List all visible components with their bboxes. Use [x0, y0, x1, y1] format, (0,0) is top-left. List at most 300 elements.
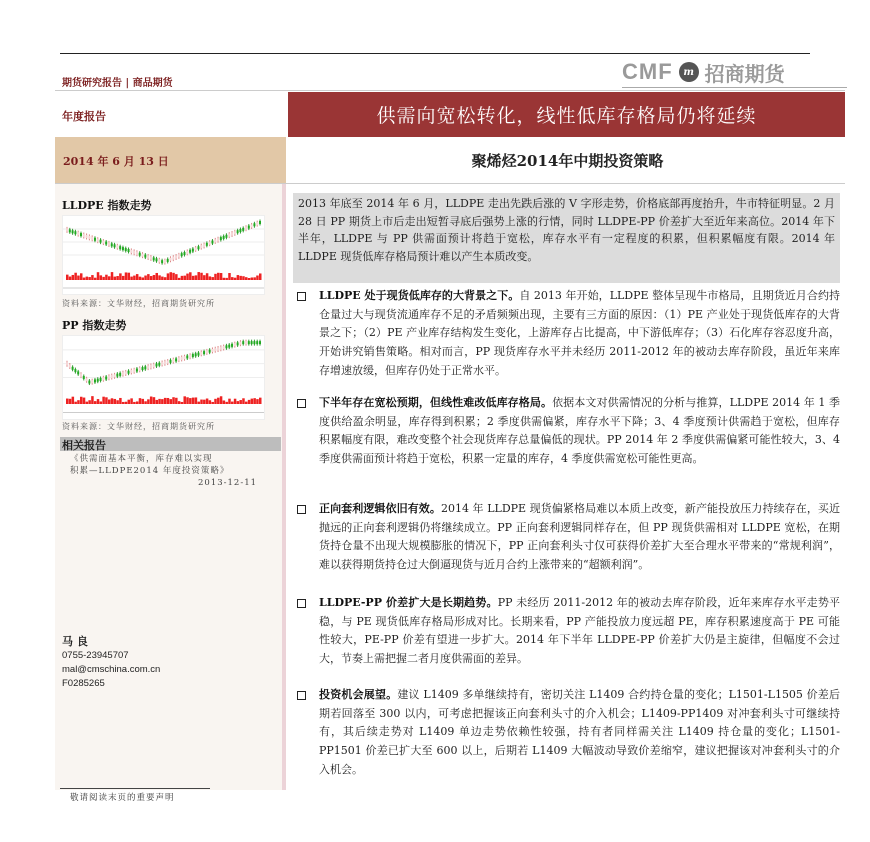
volume-bar	[192, 398, 195, 404]
volume-bar	[178, 401, 181, 404]
candle	[158, 259, 160, 262]
candle	[206, 243, 208, 246]
volume-bar	[122, 402, 125, 404]
volume-bar	[86, 277, 89, 280]
report-type: 年度报告	[62, 110, 106, 123]
candle	[209, 242, 211, 245]
candle	[86, 378, 88, 381]
candle	[100, 240, 102, 243]
candle	[164, 361, 166, 364]
volume-bar	[153, 397, 156, 404]
logo-underline	[622, 87, 847, 88]
candle	[105, 242, 107, 245]
candle	[256, 341, 258, 344]
candle	[172, 359, 174, 362]
candle	[203, 244, 205, 247]
candle	[259, 341, 261, 344]
volume-bar	[161, 399, 164, 404]
candle	[114, 244, 116, 247]
candle	[119, 246, 121, 249]
candle	[248, 226, 250, 229]
volume-bar	[130, 398, 133, 404]
candle	[88, 236, 90, 239]
bullet-body: 依据本文对供需情况的分析与推算，LLDPE 2014 年 1 季度供给盈余明显，库存得到积累；2 季度供需偏紧，库存水平下降；3、4 季度预计供需趋于宽松，但库存积累幅度有限，难改变整个社会现货库存总量偏低的现状。PP 2014 年 2 季度供需偏紧可能性较大，3、4 季度供需面预计将趋于宽松，积累一定量的库存，4 季度供需宽松可能性更高。	[319, 396, 840, 466]
volume-bar	[197, 402, 200, 404]
candle	[83, 376, 85, 379]
volume-bar	[228, 399, 231, 404]
candle	[144, 255, 146, 258]
volume-bar	[116, 400, 119, 404]
candle	[234, 231, 236, 234]
candle	[139, 368, 141, 371]
volume-bar	[217, 398, 220, 404]
bullet-body: 2014 年 LLDPE 现货偏紧格局难以本质上改变，新产能投放压力持续存在，买近抛远的正向套利逻辑仍将继续成立。PP 正向套利逻辑同样存在，但 PP 现货供需相对 LLDPE 宽松，在期货持仓量不出现大规模膨胀的情况下，PP 正向套利头寸仅可获得价差扩大至合理水平带来的“常规利润”，难以获得期货持仓过大倒逼现货与近月合约上涨带来的“超额利润”。	[319, 502, 841, 572]
headline-banner: 供需向宽松转化，线性低库存格局仍将延续	[288, 92, 845, 137]
author-license: F0285265	[62, 678, 105, 689]
candle	[192, 354, 194, 357]
volume-bar	[86, 402, 89, 404]
volume-bar	[72, 397, 75, 404]
logo-en: CMF	[622, 59, 673, 84]
volume-bar	[186, 397, 189, 404]
candle	[225, 345, 227, 348]
candle	[136, 369, 138, 372]
candle	[183, 356, 185, 359]
volume-bar	[181, 276, 184, 280]
volume-bar	[80, 273, 83, 280]
volume-bar	[150, 397, 153, 404]
candle	[256, 222, 258, 225]
candle	[231, 232, 233, 235]
candle	[248, 341, 250, 344]
pp-chart-title: PP 指数走势	[62, 319, 127, 332]
volume-bar	[69, 277, 72, 280]
volume-bar	[119, 398, 122, 404]
candle	[66, 362, 68, 365]
candle	[251, 224, 253, 227]
volume-bar	[256, 276, 259, 280]
candle	[130, 250, 132, 253]
candle	[220, 237, 222, 240]
volume-bar	[169, 399, 172, 404]
volume-bar	[214, 274, 217, 280]
author-email[interactable]: mal@cmschina.com.cn	[62, 664, 161, 675]
volume-bar	[186, 274, 189, 280]
candle	[220, 347, 222, 350]
bullet-title: 正向套利逻辑依旧有效。	[319, 502, 441, 515]
candle	[77, 371, 79, 374]
candle	[189, 250, 191, 253]
candle	[203, 351, 205, 354]
candle	[150, 256, 152, 259]
volume-bar	[111, 398, 114, 404]
candle	[114, 374, 116, 377]
candle	[72, 367, 74, 370]
checkbox-bullet-icon	[297, 399, 306, 408]
volume-bar	[74, 402, 77, 404]
bullet-title: LLDPE-PP 价差扩大是长期趋势。	[319, 596, 498, 609]
volume-bar	[77, 400, 80, 404]
volume-bar	[211, 402, 214, 404]
report-date: 2014 年 6 月 13 日	[63, 155, 169, 168]
candle	[186, 251, 188, 254]
bullet-point	[297, 500, 840, 575]
volume-bar	[97, 272, 100, 280]
volume-bar	[189, 272, 192, 280]
volume-bar	[206, 273, 209, 280]
volume-bar	[114, 277, 117, 280]
candle	[108, 242, 110, 245]
volume-bar	[172, 397, 175, 404]
volume-bar	[189, 398, 192, 404]
bullet-body: 建议 L1409 多单继续持有，密切关注 L1409 合约持仓量的变化；L1501-L1505 价差后期若回落至 300 以内，可考虑把握该正向套利头寸的介入机会；L1409-PP1409 对冲套利头寸可继续持有，其后续走势对 L1409 单边走势依赖性较强，持有者同样需关注 L1409 持仓量的变化；L1501-PP1501 价差已扩大至 600 以上，后期若 L1409 大幅波动导致价差缩窄，建议把握该对冲套利头寸的介入机会。	[319, 688, 840, 776]
candle	[172, 257, 174, 260]
candle	[94, 379, 96, 382]
volume-bar	[203, 400, 206, 404]
volume-bar	[181, 402, 184, 404]
volume-bar	[183, 276, 186, 280]
candle	[206, 350, 208, 353]
volume-bar	[147, 274, 150, 280]
candle	[195, 353, 197, 356]
candle	[195, 247, 197, 250]
candle	[86, 235, 88, 238]
candle	[153, 257, 155, 260]
volume-bar	[211, 277, 214, 280]
volume-bar	[256, 399, 259, 404]
candle	[97, 239, 99, 242]
candle	[80, 233, 82, 236]
volume-bar	[136, 401, 139, 404]
volume-bar	[69, 399, 72, 404]
footer-rule	[60, 788, 210, 789]
related-report-link-cont[interactable]: 积累—LLDPE2014 年度投资策略》	[70, 466, 230, 476]
candle	[239, 229, 241, 232]
volume-bar	[223, 278, 226, 280]
volume-bar	[94, 401, 97, 404]
volume-bar	[167, 398, 170, 404]
checkbox-bullet-icon	[297, 599, 306, 608]
company-logo	[622, 58, 785, 86]
volume-bar	[130, 277, 133, 280]
candle	[125, 371, 127, 374]
checkbox-bullet-icon	[297, 505, 306, 514]
volume-bar	[88, 277, 91, 280]
candle	[88, 381, 90, 384]
volume-bar	[259, 273, 262, 280]
bullet-point	[297, 394, 840, 469]
pp-index-chart	[62, 335, 265, 420]
volume-bar	[158, 399, 161, 404]
candle	[209, 350, 211, 353]
candle	[211, 241, 213, 244]
volume-bar	[209, 400, 212, 404]
candle	[239, 342, 241, 345]
candle	[69, 229, 71, 232]
candle	[200, 245, 202, 248]
candle	[253, 341, 255, 344]
bullet-point	[297, 594, 840, 669]
candle	[192, 249, 194, 252]
candle	[234, 343, 236, 346]
candle	[161, 260, 163, 263]
candle	[217, 238, 219, 241]
checkbox-bullet-icon	[297, 691, 306, 700]
volume-bar	[209, 276, 212, 280]
candle	[128, 371, 130, 374]
bullet-point	[297, 287, 840, 381]
bullet-body: PP 未经历 2011-2012 年的被动去库存阶段，近年来库存水平走势平稳，与 PE 现货低库存格局形成对比。长期来看，PP 产能投放力度远超 PE，库存积累速度高于 PE 可能性较大，PE-PP 价差有望进一步扩大。2014 年下半年 LLDPE-PP 价差扩大仍是主旋律，但幅度不会过大，节奏上需把握二者月度供需面的差异。	[319, 596, 840, 666]
candle	[108, 376, 110, 379]
lldpe-index-chart	[62, 215, 265, 295]
volume-bar	[169, 272, 172, 280]
candle	[228, 345, 230, 348]
volume-bar	[147, 399, 150, 404]
volume-bar	[102, 397, 105, 404]
volume-bar	[237, 401, 240, 404]
volume-bar	[108, 400, 111, 404]
candle	[156, 258, 158, 261]
volume-bar	[228, 273, 231, 280]
chart-source: 资料来源：文华财经，招商期货研究所	[62, 299, 215, 308]
volume-bar	[164, 277, 167, 280]
volume-bar	[133, 276, 136, 280]
candle	[102, 377, 104, 380]
footer-disclaimer: 敬请阅读末页的重要声明	[70, 793, 175, 803]
volume-bar	[66, 399, 69, 404]
candle	[130, 370, 132, 373]
volume-bar	[125, 402, 128, 404]
candle	[97, 379, 99, 382]
volume-bar	[245, 277, 248, 280]
volume-bar	[220, 396, 223, 404]
candle	[72, 230, 74, 233]
volume-bar	[144, 276, 147, 280]
candle	[164, 260, 166, 263]
volume-bar	[105, 275, 108, 280]
candle	[133, 369, 135, 372]
volume-bar	[167, 273, 170, 280]
volume-bar	[111, 272, 114, 280]
chart-source: 资料来源：文华财经，招商期货研究所	[62, 422, 215, 431]
candle	[223, 236, 225, 239]
related-report-link[interactable]: 《供需面基本平衡，库存难以实现	[70, 454, 213, 464]
candle	[228, 234, 230, 237]
candle	[242, 341, 244, 344]
volume-bar	[156, 400, 159, 404]
volume-bar	[220, 273, 223, 280]
volume-bar	[144, 401, 147, 404]
volume-bar	[153, 275, 156, 280]
volume-bar	[133, 402, 136, 404]
volume-bar	[122, 276, 125, 280]
volume-bar	[251, 277, 254, 280]
volume-bar	[97, 399, 100, 404]
candle	[245, 341, 247, 344]
candle	[231, 344, 233, 347]
candle	[175, 358, 177, 361]
volume-bar	[206, 399, 209, 404]
volume-bar	[242, 276, 245, 280]
volume-bar	[128, 273, 130, 280]
volume-bar	[125, 272, 128, 280]
volume-bar	[259, 398, 262, 404]
candle	[125, 248, 127, 251]
candle	[133, 251, 135, 254]
volume-bar	[248, 278, 251, 280]
candle	[169, 258, 171, 261]
volume-bar	[116, 276, 119, 280]
volume-bar	[91, 396, 94, 404]
bullet-title: LLDPE 处于现货低库存的大背景之下。	[319, 289, 520, 302]
candle	[181, 357, 183, 360]
volume-bar	[251, 399, 254, 404]
volume-bar	[239, 276, 242, 280]
volume-bar	[217, 273, 220, 280]
volume-bar	[74, 273, 77, 280]
candle	[237, 342, 239, 345]
candle	[223, 346, 225, 349]
candle	[111, 243, 113, 246]
candle	[69, 365, 71, 368]
candle	[147, 366, 149, 369]
volume-bar	[136, 274, 139, 280]
volume-bar	[175, 274, 178, 280]
volume-bar	[83, 278, 86, 280]
volume-bar	[119, 273, 122, 280]
volume-bar	[195, 397, 198, 404]
volume-bar	[80, 397, 83, 404]
candle	[178, 254, 180, 257]
candle	[66, 228, 68, 231]
candle	[186, 355, 188, 358]
volume-bar	[100, 401, 103, 404]
bullet-title: 下半年存在宽松预期，但线性难改低库存格局。	[319, 396, 553, 409]
volume-bar	[178, 278, 181, 280]
candle	[77, 232, 79, 235]
candle	[175, 255, 177, 258]
candle	[74, 231, 76, 234]
candle	[225, 235, 227, 238]
candle	[183, 252, 185, 255]
volume-bar	[150, 276, 153, 280]
candle	[259, 221, 261, 224]
candle	[116, 374, 118, 377]
volume-bar	[108, 276, 111, 280]
volume-bar	[225, 402, 228, 404]
candle	[197, 246, 199, 249]
candle	[169, 360, 171, 363]
volume-bar	[239, 400, 242, 404]
volume-bar	[234, 399, 237, 404]
volume-bar	[192, 276, 195, 280]
checkbox-bullet-icon	[297, 292, 306, 301]
candle	[189, 355, 191, 358]
candle	[167, 259, 169, 262]
logo-cn: 招商期货	[704, 61, 785, 86]
volume-bar	[200, 273, 203, 280]
candle	[161, 362, 163, 365]
candle	[94, 238, 96, 241]
candle	[156, 363, 158, 366]
volume-bar	[242, 398, 245, 404]
candle	[80, 374, 82, 377]
volume-bar	[156, 273, 159, 280]
volume-bar	[237, 275, 240, 280]
candle	[150, 365, 152, 368]
volume-bar	[172, 273, 175, 280]
lldpe-chart-title: LLDPE 指数走势	[62, 199, 152, 212]
related-reports-heading: 相关报告	[60, 437, 281, 451]
candle	[139, 253, 141, 256]
volume-bar	[105, 397, 108, 404]
candle	[237, 230, 239, 233]
candle	[178, 358, 180, 361]
candle	[111, 375, 113, 378]
volume-bar	[128, 400, 130, 404]
volume-bar	[102, 277, 105, 280]
candle	[245, 227, 247, 230]
summary-box: 2013 年底至 2014 年 6 月，LLDPE 走出先跌后涨的 V 字形走势，价格底部再度抬升，牛市特征明显。2 月 28 日 PP 期货上市后走出短暂寻底后强势上涨的行情，同时 LLDPE-PP 价差扩大至近年来高位。2014 年下半年，LLDPE 与 PP 供需面预计将趋于宽松，库存水平有一定程度的积累，但积累幅度有限。2014 年 LLDPE 现货低库存格局预计难以产生本质改变。	[293, 193, 840, 283]
candle	[181, 253, 183, 256]
candle	[147, 256, 149, 259]
volume-bar	[66, 275, 69, 280]
volume-bar	[183, 396, 186, 404]
candle	[102, 241, 104, 244]
volume-bar	[94, 278, 97, 280]
candle	[128, 249, 130, 252]
volume-bar	[197, 272, 200, 280]
candle	[217, 347, 219, 350]
logo-mark-icon: m	[679, 62, 699, 82]
volume-bar	[234, 278, 237, 280]
candle	[83, 234, 85, 237]
volume-bar	[72, 275, 75, 280]
volume-bar	[158, 275, 161, 280]
volume-bar	[175, 398, 178, 404]
candle	[200, 352, 202, 355]
candle	[119, 373, 121, 376]
bullet-title: 投资机会展望。	[319, 688, 398, 701]
volume-bar	[164, 398, 167, 404]
candle	[253, 223, 255, 226]
candle	[122, 247, 124, 250]
volume-bar	[88, 400, 91, 404]
candle	[158, 363, 160, 366]
volume-bar	[203, 275, 206, 280]
volume-bar	[100, 275, 103, 280]
report-category: 期货研究报告 | 商品期货	[62, 78, 173, 89]
author-name: 马 良	[62, 635, 88, 648]
volume-bar	[253, 398, 256, 404]
volume-bar	[142, 277, 145, 280]
candle	[197, 353, 199, 356]
candle	[74, 369, 76, 372]
volume-bar	[200, 400, 203, 404]
candle	[136, 252, 138, 255]
volume-bar	[83, 398, 86, 404]
volume-bar	[245, 402, 248, 404]
header-divider	[55, 90, 845, 91]
volume-bar	[248, 400, 251, 404]
volume-bar	[231, 277, 234, 280]
volume-bar	[91, 275, 94, 280]
candle	[122, 372, 124, 375]
volume-bar	[142, 399, 145, 404]
candle	[142, 367, 144, 370]
candle	[91, 380, 93, 383]
candle	[142, 254, 144, 257]
